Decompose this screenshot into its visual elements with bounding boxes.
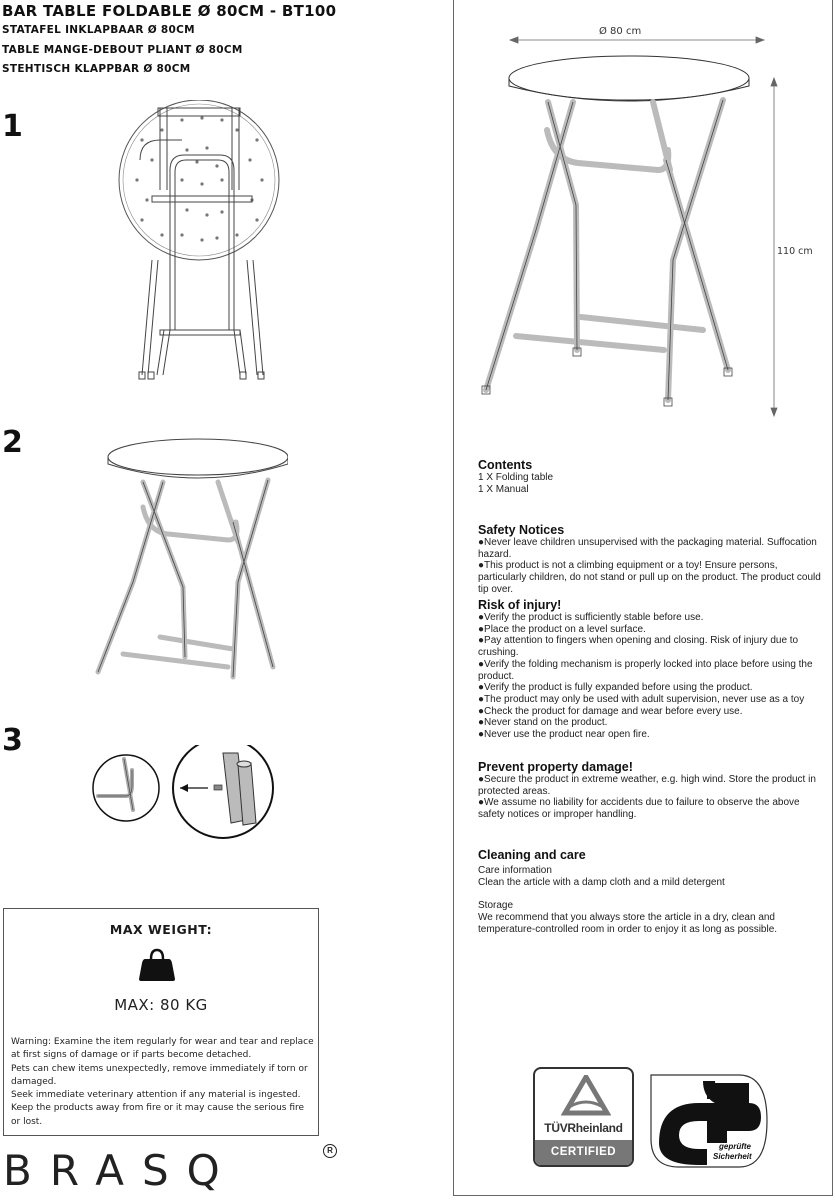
tuv-triangle-icon [561, 1075, 611, 1117]
storage-label: Storage [478, 900, 514, 912]
height-label: 110 cm [777, 246, 813, 257]
weight-icon [137, 947, 177, 983]
risk-line: ●Never use the product near open fire. [478, 729, 650, 741]
risk-line: ●Pay attention to fingers when opening and closing. Risk of injury due to crushing. [478, 635, 799, 659]
contents-title: Contents [478, 458, 533, 472]
risk-line: ●Verify the folding mechanism is properly locked into place before using the product. [478, 658, 813, 682]
step-number-3: 3 [2, 723, 23, 758]
risk-line: ●Check the product for damage and wear before every use. [478, 705, 743, 717]
gs-line1: geprüfte [719, 1142, 751, 1151]
cleaning-title: Cleaning and care [478, 848, 586, 862]
risk-section [478, 598, 823, 741]
subtitle-nl: STATAFEL INKLAPBAAR Ø 80CM [2, 24, 195, 36]
contents-section [478, 458, 823, 495]
contents-line: 1 X Folding table [478, 472, 554, 483]
title-block [2, 1, 442, 80]
subtitle-de: STEHTISCH KLAPPBAR Ø 80CM [2, 63, 191, 75]
risk-line: ●Verify the product is sufficiently stable before use. [478, 612, 704, 623]
subtitle-fr: TABLE MANGE-DEBOUT PLIANT Ø 80CM [2, 43, 243, 56]
gs-line2: Sicherheit [713, 1152, 752, 1161]
tuv-certification-badge [533, 1067, 634, 1167]
safety-line: ●Never leave children unsupervised with the packaging material. Suffocation hazard. [478, 537, 817, 560]
tuv-certified-label: CERTIFIED [535, 1140, 632, 1165]
gs-certification-badge [649, 1073, 769, 1169]
brand-logo: BRASQ [3, 1146, 238, 1195]
diameter-label: Ø 80 cm [599, 26, 642, 37]
contents-line: 1 X Manual [478, 483, 529, 495]
risk-title: Risk of injury! [478, 598, 562, 612]
risk-line: ●The product may only be used with adult supervision, never use as a toy [478, 693, 805, 705]
warning-line: Pets can chew items unexpectedly, remove immediately if torn or damaged. [11, 1063, 308, 1087]
step-number-2: 2 [2, 425, 23, 460]
property-title: Prevent property damage! [478, 760, 633, 774]
property-section [478, 760, 823, 821]
warning-line: Seek immediate veterinary attention if any material is ingested. [11, 1090, 301, 1101]
property-line: ●We assume no liability for accidents due to failure to observe the above safety notices or improper handling. [478, 797, 800, 821]
storage-text: We recommend that you always store the article in a dry, clean and temperature-controlled room in order to enjoy it as long as possible. [478, 912, 778, 935]
warning-line: Warning: Examine the item regularly for wear and tear and replace at first signs of damage or if parts become detached. [11, 1037, 314, 1061]
safety-section [478, 523, 823, 596]
folded-table-illustration [112, 100, 292, 390]
unfolded-table-illustration [88, 432, 288, 692]
registered-mark: R [323, 1144, 337, 1158]
step-number-1: 1 [2, 109, 23, 144]
property-line: ●Secure the product in extreme weather, e.g. high wind. Store the product in protected areas. [478, 774, 816, 797]
max-weight-title: MAX WEIGHT: [109, 922, 213, 937]
locking-detail-illustration [88, 745, 278, 855]
safety-title: Safety Notices [478, 523, 565, 537]
warning-text [11, 1036, 316, 1129]
risk-line: ●Verify the product is fully expanded before using the product. [478, 682, 753, 694]
safety-line: ●This product is not a climbing equipment or a toy! Ensure persons, particularly children, do not stand or pull up on the product. The product could tip over. [478, 560, 821, 595]
risk-line: ●Place the product on a level surface. [478, 623, 646, 635]
care-text: Clean the article with a damp cloth and a mild detergent [478, 876, 725, 888]
max-weight-value: MAX: 80 KG [114, 996, 208, 1014]
table-dimension-illustration [478, 30, 798, 420]
cleaning-section [478, 848, 823, 936]
tuv-brand: TÜVRheinland [544, 1121, 623, 1135]
risk-line: ●Never stand on the product. [478, 717, 608, 729]
warning-line: Keep the products away from fire or it may cause the serious fire or lost. [11, 1103, 305, 1127]
product-title: BAR TABLE FOLDABLE Ø 80CM - BT100 [2, 2, 337, 20]
care-label: Care information [478, 865, 552, 876]
max-weight-box [3, 908, 319, 1136]
